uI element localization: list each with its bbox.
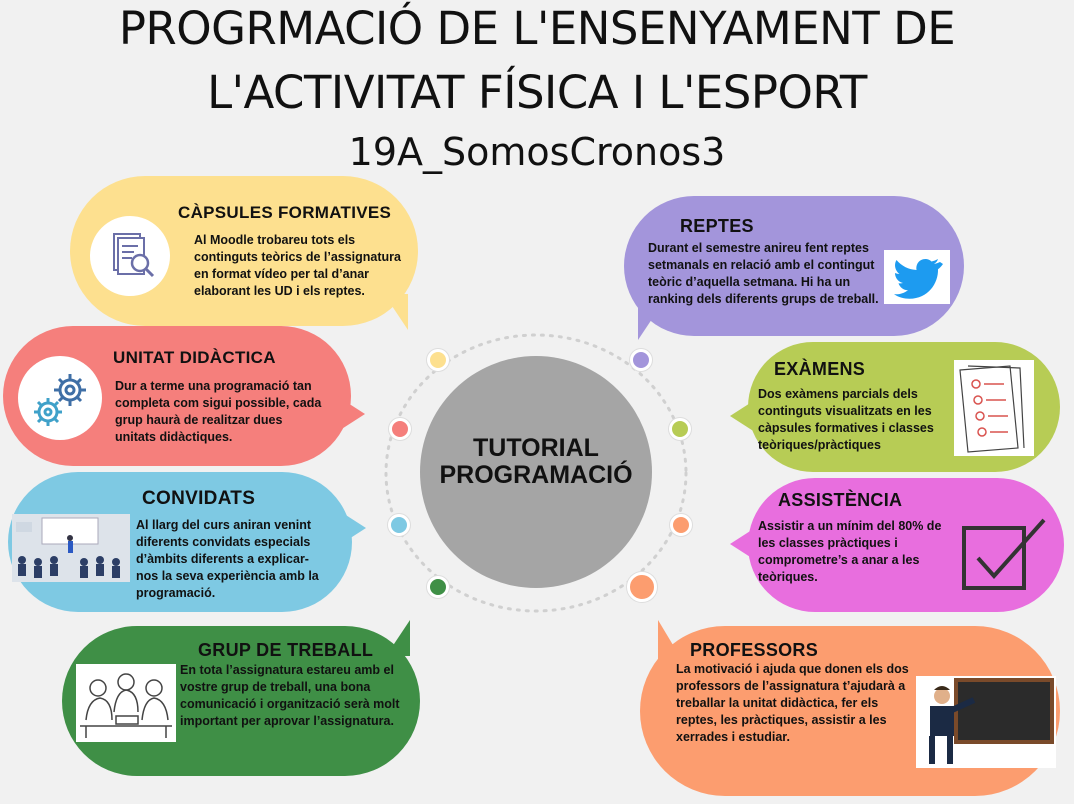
card-examens xyxy=(748,342,1060,472)
card-examens-title: EXÀMENS xyxy=(774,359,866,379)
card-unitat-didactica xyxy=(3,326,351,466)
conference-icon xyxy=(12,514,130,582)
ring-dot-purple xyxy=(630,349,652,371)
page-title-line-1: PROGRMACIÓ DE L'ENSENYAMENT DE xyxy=(118,2,956,55)
ring-dot-yellow xyxy=(427,349,449,371)
card-assistencia-text: Assistir a un mínim del 80% de les classes pràctiques i comprometre’s a anar a les teòriques. xyxy=(758,519,942,584)
exam-paper-icon xyxy=(954,360,1034,456)
card-professors-title: PROFESSORS xyxy=(690,640,819,660)
page-subtitle: 19A_SomosCronos3 xyxy=(348,130,726,174)
card-capsules-title: CÀPSULES FORMATIVES xyxy=(178,203,392,222)
center-title xyxy=(420,435,652,489)
card-examens-text: Dos exàmens parcials dels continguts visualitzats en les càpsules formatives i classes teòriques/pràctiques xyxy=(758,387,934,452)
card-reptes-title: REPTES xyxy=(680,216,754,236)
card-convidats-title: CONVIDATS xyxy=(142,488,256,509)
card-reptes-text: Durant el semestre anireu fent reptes setmanals en relació amb el contingut teòric d’aquella setmana. Hi ha un ranking dels diferents grups de treball. xyxy=(648,241,879,306)
teacher-blackboard-icon xyxy=(916,676,1056,768)
card-convidats xyxy=(8,472,352,612)
card-professors-text: La motivació i ajuda que donen els dos professors de l’assignatura t’ajudarà a treballar la unitat didàctica, fer els reptes, les pràctiques, assistir a les xerrades i estudiar. xyxy=(676,662,909,744)
ring-dot-green xyxy=(427,576,449,598)
ring-dot-blue xyxy=(388,514,410,536)
center-title-line-2: PROGRAMACIÓ xyxy=(439,461,633,489)
card-unitat-title: UNITAT DIDÀCTICA xyxy=(113,348,276,367)
ring-dot-red xyxy=(389,418,411,440)
card-assistencia xyxy=(748,478,1064,612)
checkbox-icon xyxy=(958,518,1050,598)
card-grup-treball xyxy=(62,626,420,776)
ring-dot-orange-large xyxy=(627,572,657,602)
ring-dot-lime xyxy=(669,418,691,440)
page-title-line-2: L'ACTIVITAT FÍSICA I L'ESPORT xyxy=(207,66,867,119)
card-grup-title: GRUP DE TREBALL xyxy=(198,640,374,660)
card-grup-text: En tota l’assignatura estareu amb el vostre grup de treball, una bona comunicació i organització serà molt important per aprovar l’assignatura. xyxy=(180,663,400,728)
card-convidats-text: Al llarg del curs aniran venint diferents convidats especials d’àmbits diferents a explicar-nos la seva experiència amb la programació. xyxy=(136,518,319,600)
card-reptes xyxy=(624,196,964,336)
team-sketch-icon xyxy=(76,664,176,742)
card-capsules-text: Al Moodle trobareu tots els continguts teòrics de l’assignatura en format vídeo per tal d’anar elaborant les UD i els reptes. xyxy=(194,233,401,298)
gears-icon xyxy=(18,356,102,440)
card-unitat-text: Dur a terme una programació tan completa com sigui possible, cada grup haurà de realitzar dues unitats didàctiques. xyxy=(115,379,322,444)
center-title-line-1: TUTORIAL xyxy=(473,434,599,462)
document-search-icon xyxy=(90,216,170,296)
ring-dot-orange-small xyxy=(670,514,692,536)
card-professors xyxy=(640,626,1060,796)
card-assistencia-title: ASSISTÈNCIA xyxy=(778,490,903,510)
twitter-bird-icon xyxy=(884,250,950,304)
card-capsules-formatives xyxy=(70,176,418,326)
